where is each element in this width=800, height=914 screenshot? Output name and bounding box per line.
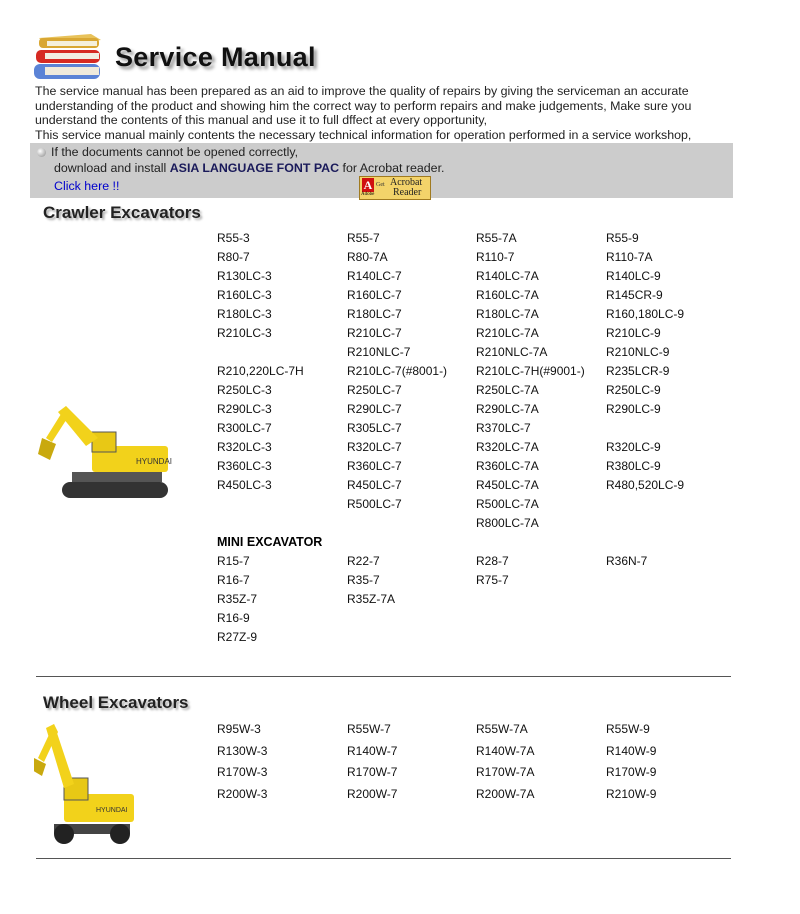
model-link[interactable]: R210W-9 [606, 787, 657, 802]
model-link[interactable]: R35Z-7A [347, 592, 396, 606]
model-link[interactable]: R180LC-7A [476, 307, 539, 321]
model-link[interactable]: R80-7A [347, 250, 388, 264]
model-link[interactable]: R140W-7A [476, 743, 535, 758]
model-link[interactable]: R210,220LC-7H [217, 364, 304, 378]
model-link[interactable]: R180LC-7 [347, 307, 402, 321]
svg-text:HYUNDAI: HYUNDAI [96, 807, 128, 814]
section-heading-crawler: Crawler Excavators [43, 203, 201, 222]
adobe-logo-icon: A [363, 178, 373, 192]
model-link[interactable]: R210LC-9 [606, 326, 661, 340]
model-link[interactable]: R250LC-7A [476, 383, 539, 397]
model-link[interactable]: R110-7 [476, 250, 515, 264]
subheading-mini-excavator: MINI EXCAVATOR [217, 535, 323, 549]
model-link[interactable]: R210NLC-9 [606, 345, 670, 359]
click-here-link[interactable]: Click here !! [54, 179, 120, 193]
section-divider [36, 676, 731, 677]
notice-line: If the documents cannot be opened correctly, [51, 145, 299, 159]
model-link[interactable]: R300LC-7 [217, 421, 272, 435]
model-link[interactable]: R450LC-7 [347, 478, 402, 492]
model-link[interactable]: R450LC-3 [217, 478, 272, 492]
model-link[interactable]: R290LC-7 [347, 402, 402, 416]
model-link[interactable]: R210NLC-7 [347, 345, 411, 359]
model-link[interactable]: R140LC-7 [347, 269, 402, 283]
model-link[interactable]: R55-7 [347, 231, 380, 245]
wheel-excavator-image [34, 718, 138, 846]
model-link[interactable]: R140W-9 [606, 743, 657, 758]
model-link[interactable]: R16-7 [217, 573, 250, 587]
reader-label: Reader [393, 187, 422, 198]
model-link[interactable]: R35Z-7 [217, 592, 258, 606]
section-heading-wheel: Wheel Excavators [43, 693, 189, 712]
model-link[interactable]: R160,180LC-9 [606, 307, 685, 321]
model-link[interactable]: R55W-7 [347, 722, 391, 736]
intro-paragraph: This service manual mainly contents the necessary technical information for operation performed in a service workshop, [35, 127, 692, 142]
model-link[interactable]: R360LC-7 [347, 459, 402, 473]
model-link[interactable]: R170W-7A [476, 765, 535, 780]
model-link[interactable]: R160LC-3 [217, 288, 272, 302]
books-stack-icon [33, 30, 108, 82]
model-link[interactable]: R27Z-9 [217, 630, 258, 644]
model-link[interactable]: R320LC-7A [476, 440, 539, 454]
model-link[interactable]: R95W-3 [217, 722, 261, 736]
model-link[interactable]: R55-7A [476, 231, 517, 245]
intro-text [35, 84, 735, 142]
model-link[interactable]: R320LC-9 [606, 440, 661, 454]
model-link[interactable]: R200W-7A [476, 787, 535, 802]
model-link[interactable]: R180LC-3 [217, 307, 272, 321]
notice-text: for Acrobat reader. [339, 161, 445, 175]
model-link[interactable]: R170W-3 [217, 765, 268, 780]
model-link[interactable]: R140LC-9 [606, 269, 661, 283]
model-link[interactable]: R450LC-7A [476, 478, 539, 492]
crawler-excavator-image [36, 398, 172, 502]
model-link[interactable]: R800LC-7A [476, 516, 539, 530]
model-link[interactable]: R160LC-7 [347, 288, 402, 302]
model-link[interactable]: R210LC-7H(#9001-) [476, 364, 585, 378]
model-link[interactable]: R140W-7 [347, 743, 398, 758]
model-link[interactable]: R200W-3 [217, 787, 268, 802]
notice-text: download and install [54, 161, 170, 175]
model-link[interactable]: R15-7 [217, 554, 250, 568]
adobe-label: Adobe [361, 192, 375, 197]
page-title: Service Manual [115, 42, 316, 72]
bullet-icon [37, 148, 46, 157]
model-link[interactable]: R110-7A [606, 250, 653, 264]
model-link[interactable]: R250LC-7 [347, 383, 402, 397]
section-divider [36, 858, 731, 859]
get-acrobat-reader-button[interactable] [359, 176, 431, 200]
model-link[interactable]: R290LC-9 [606, 402, 661, 416]
model-link[interactable]: R140LC-7A [476, 269, 539, 283]
model-link[interactable]: R55W-9 [606, 722, 650, 736]
intro-paragraph: The service manual has been prepared as an aid to improve the quality of repairs by giving the serviceman an accurate understanding of the product and showing him the correct way to perform repairs and make judgements, Make sure you understand the contents of this manual and use it to full dffect at every opportunity, [35, 84, 692, 128]
model-link[interactable]: R380LC-9 [606, 459, 661, 473]
model-link[interactable]: R360LC-7A [476, 459, 539, 473]
model-link[interactable]: R290LC-7A [476, 402, 539, 416]
model-link[interactable]: R75-7 [476, 573, 509, 587]
model-link[interactable]: R80-7 [217, 250, 250, 264]
model-link[interactable]: R370LC-7 [476, 421, 531, 435]
model-link[interactable]: R130LC-3 [217, 269, 272, 283]
model-link[interactable]: R210LC-7A [476, 326, 539, 340]
model-link[interactable]: R55W-7A [476, 722, 528, 736]
model-link[interactable]: R210LC-7 [347, 326, 402, 340]
model-link[interactable]: R35-7 [347, 573, 380, 587]
model-link[interactable]: R290LC-3 [217, 402, 272, 416]
notice-line [54, 161, 444, 175]
model-link[interactable]: R36N-7 [606, 554, 648, 568]
model-link[interactable]: R200W-7 [347, 787, 398, 802]
model-link[interactable]: R305LC-7 [347, 421, 402, 435]
model-link[interactable]: R55-9 [606, 231, 639, 245]
model-link[interactable]: R170W-7 [347, 765, 398, 780]
model-link[interactable]: R170W-9 [606, 765, 657, 780]
model-link[interactable]: R16-9 [217, 611, 250, 625]
font-pack-name: ASIA LANGUAGE FONT PAC [169, 161, 340, 175]
model-link[interactable]: R210LC-3 [217, 326, 272, 340]
model-link[interactable]: R500LC-7A [476, 497, 539, 511]
model-link[interactable]: R480,520LC-9 [606, 478, 685, 492]
model-link[interactable]: R250LC-9 [606, 383, 661, 397]
model-link[interactable]: R320LC-3 [217, 440, 272, 454]
model-link[interactable]: R22-7 [347, 554, 380, 568]
model-link[interactable]: R160LC-7A [476, 288, 539, 302]
model-link[interactable]: R360LC-3 [217, 459, 272, 473]
model-link[interactable]: R250LC-3 [217, 383, 272, 397]
font-notice-box [30, 143, 733, 198]
model-link[interactable]: R210LC-7(#8001-) [347, 364, 448, 378]
model-link[interactable]: R130W-3 [217, 743, 268, 758]
get-label: Get [376, 182, 385, 188]
svg-text:HYUNDAI: HYUNDAI [136, 457, 172, 466]
model-link[interactable]: R55-3 [217, 231, 250, 245]
model-link[interactable]: R235LCR-9 [606, 364, 670, 378]
acrobat-label: Acrobat [390, 177, 423, 188]
model-link[interactable]: R28-7 [476, 554, 509, 568]
model-link[interactable]: R320LC-7 [347, 440, 402, 454]
model-link[interactable]: R210NLC-7A [476, 345, 548, 359]
model-link[interactable]: R500LC-7 [347, 497, 402, 511]
model-link[interactable]: R145CR-9 [606, 288, 663, 302]
